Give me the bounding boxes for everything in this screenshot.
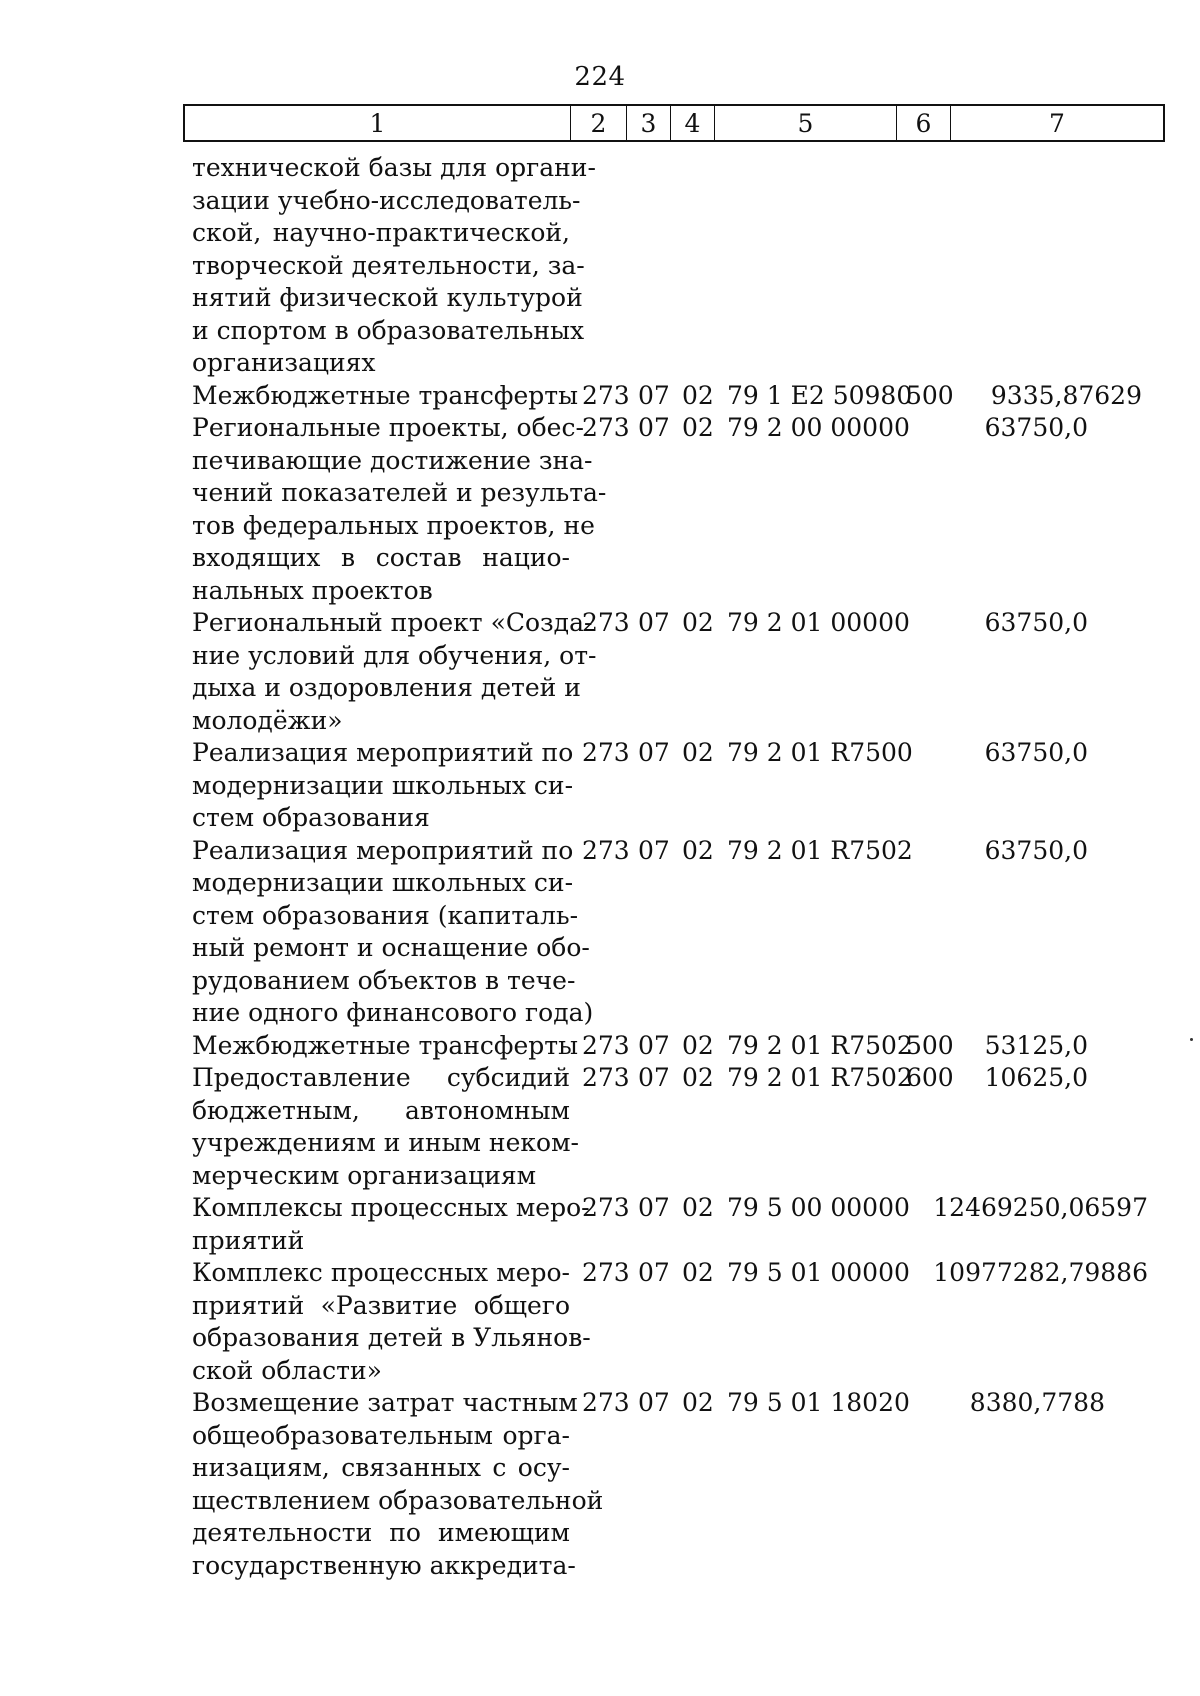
description-line: нятий физической культурой	[192, 283, 583, 312]
code-col-4: 02	[682, 608, 714, 637]
description-line: приятий	[192, 1225, 305, 1255]
code-col-5: 79 2 01 R7500	[727, 738, 913, 767]
code-col-3: 07	[638, 380, 670, 410]
description-line: тов федеральных проектов, не	[192, 510, 595, 540]
code-col-2: 273	[582, 1193, 630, 1222]
table-row	[0, 1062, 1200, 1192]
amount: 63750,0	[984, 413, 1088, 442]
table-row	[0, 412, 1200, 607]
code-col-5: 79 2 01 R7502	[727, 1063, 913, 1092]
row-description	[192, 1192, 590, 1257]
table-row	[0, 152, 1200, 380]
row-description	[192, 380, 579, 413]
description-line: ской области»	[192, 1355, 382, 1385]
description-line: государственную аккредита-	[192, 1550, 576, 1580]
code-col-4: 02	[682, 380, 714, 410]
description-line: ской, научно-практической,	[192, 218, 570, 247]
row-description	[192, 1387, 604, 1582]
table-row	[0, 380, 1200, 413]
code-col-3: 07	[638, 1193, 670, 1222]
code-col-3: 07	[638, 1063, 670, 1092]
description-line: и спортом в образовательных	[192, 315, 585, 345]
amount: 9335,87629	[990, 380, 1142, 410]
header-col-6: 6	[896, 106, 950, 140]
code-col-5: 79 2 01 R7502	[727, 835, 913, 865]
description-line: входящих в состав нацио-	[192, 543, 570, 572]
row-description	[192, 152, 596, 380]
amount: 63750,0	[984, 835, 1088, 865]
header-col-3: 3	[626, 106, 670, 140]
table-row	[0, 1257, 1200, 1387]
code-col-3: 07	[638, 1388, 670, 1417]
scan-speck	[1190, 1038, 1193, 1041]
description-line: модернизации школьных си-	[192, 868, 574, 897]
description-line: бюджетным, автономным	[192, 1095, 570, 1125]
description-line: рудованием объектов в тече-	[192, 965, 576, 995]
row-description	[192, 737, 574, 835]
code-col-5: 79 2 00 00000	[727, 413, 910, 442]
description-line: Комплексы процессных меро-	[192, 1193, 590, 1222]
code-col-3: 07	[638, 738, 670, 767]
description-line: Реализация мероприятий по	[192, 835, 574, 865]
row-description	[192, 607, 597, 737]
description-line: образования детей в Ульянов-	[192, 1323, 591, 1352]
header-col-7: 7	[950, 106, 1163, 140]
description-line: ществлением образовательной	[192, 1485, 604, 1515]
code-col-4: 02	[682, 1063, 714, 1092]
description-line: стем образования	[192, 803, 430, 832]
code-col-4: 02	[682, 1030, 714, 1060]
header-col-5: 5	[714, 106, 896, 140]
description-line: приятий «Развитие общего	[192, 1290, 570, 1320]
code-col-3: 07	[638, 835, 670, 865]
description-line: общеобразовательным орга-	[192, 1420, 570, 1450]
description-line: мерческим организациям	[192, 1160, 537, 1190]
code-col-3: 07	[638, 413, 670, 442]
code-col-2: 273	[582, 1388, 630, 1417]
table-row	[0, 1030, 1200, 1063]
code-col-6: 600	[906, 1063, 954, 1092]
code-col-3: 07	[638, 608, 670, 637]
description-line: Реализация мероприятий по	[192, 738, 574, 767]
description-line: зации учебно-исследователь-	[192, 185, 581, 215]
code-col-5: 79 5 01 00000	[727, 1258, 910, 1287]
description-line: Межбюджетные трансферты	[192, 1030, 579, 1060]
description-line: учреждениям и иным неком-	[192, 1128, 579, 1157]
code-col-6: 500	[906, 1030, 954, 1060]
table-body	[0, 152, 1200, 1582]
description-line: творческой деятельности, за-	[192, 250, 585, 280]
code-col-2: 273	[582, 738, 630, 767]
amount: 10625,0	[984, 1063, 1088, 1092]
code-col-2: 273	[582, 1258, 630, 1287]
header-col-2: 2	[570, 106, 626, 140]
code-col-2: 273	[582, 608, 630, 637]
code-col-5: 79 1 E2 50980	[727, 380, 913, 410]
code-col-2: 273	[582, 835, 630, 865]
amount: 8380,7788	[969, 1388, 1105, 1417]
description-line: чений показателей и результа-	[192, 478, 607, 507]
table-header	[183, 104, 1165, 142]
code-col-4: 02	[682, 413, 714, 442]
code-col-5: 79 5 00 00000	[727, 1193, 910, 1222]
code-col-2: 273	[582, 413, 630, 442]
table-row	[0, 737, 1200, 835]
code-col-4: 02	[682, 738, 714, 767]
description-line: Возмещение затрат частным	[192, 1388, 578, 1417]
page-number: 224	[574, 62, 626, 92]
code-col-4: 02	[682, 835, 714, 865]
description-line: модернизации школьных си-	[192, 770, 574, 800]
row-description	[192, 1062, 579, 1192]
code-col-3: 07	[638, 1030, 670, 1060]
description-line: Межбюджетные трансферты	[192, 380, 579, 410]
header-col-1: 1	[369, 108, 386, 138]
table-row	[0, 1387, 1200, 1582]
code-col-6: 500	[906, 380, 954, 410]
row-description	[192, 1030, 579, 1063]
code-col-4: 02	[682, 1193, 714, 1222]
amount: 10977282,79886	[933, 1258, 1148, 1287]
description-line: Региональный проект «Созда-	[192, 608, 593, 637]
row-description	[192, 1257, 591, 1387]
row-description	[192, 835, 594, 1030]
amount: 63750,0	[984, 608, 1088, 637]
code-col-4: 02	[682, 1388, 714, 1417]
table-row	[0, 1192, 1200, 1257]
description-line: технической базы для органи-	[192, 153, 596, 182]
description-line: молодёжи»	[192, 705, 343, 735]
description-line: ный ремонт и оснащение обо-	[192, 933, 590, 962]
code-col-2: 273	[582, 1030, 630, 1060]
table-row	[0, 835, 1200, 1030]
code-col-5: 79 2 01 00000	[727, 608, 910, 637]
code-col-2: 273	[582, 1063, 630, 1092]
description-line: стем образования (капиталь-	[192, 900, 579, 930]
description-line: деятельности по имеющим	[192, 1518, 570, 1547]
code-col-4: 02	[682, 1258, 714, 1287]
description-line: низациям, связанных с осу-	[192, 1453, 570, 1482]
code-col-3: 07	[638, 1258, 670, 1287]
code-col-5: 79 5 01 18020	[727, 1388, 910, 1417]
description-line: нальных проектов	[192, 575, 433, 605]
amount: 63750,0	[984, 738, 1088, 767]
description-line: Предоставление субсидий	[192, 1063, 570, 1092]
amount: 53125,0	[984, 1030, 1088, 1060]
amount: 12469250,06597	[933, 1193, 1148, 1222]
code-col-5: 79 2 01 R7502	[727, 1030, 913, 1060]
description-line: Комплекс процессных меро-	[192, 1258, 570, 1287]
description-line: организациях	[192, 348, 376, 377]
code-col-2: 273	[582, 380, 630, 410]
description-line: ние одного финансового года)	[192, 998, 594, 1027]
table-row	[0, 607, 1200, 737]
description-line: ние условий для обучения, от-	[192, 640, 597, 670]
header-col-4: 4	[670, 106, 714, 140]
description-line: печивающие достижение зна-	[192, 445, 593, 475]
description-line: Региональные проекты, обес-	[192, 413, 584, 442]
description-line: дыха и оздоровления детей и	[192, 673, 581, 702]
